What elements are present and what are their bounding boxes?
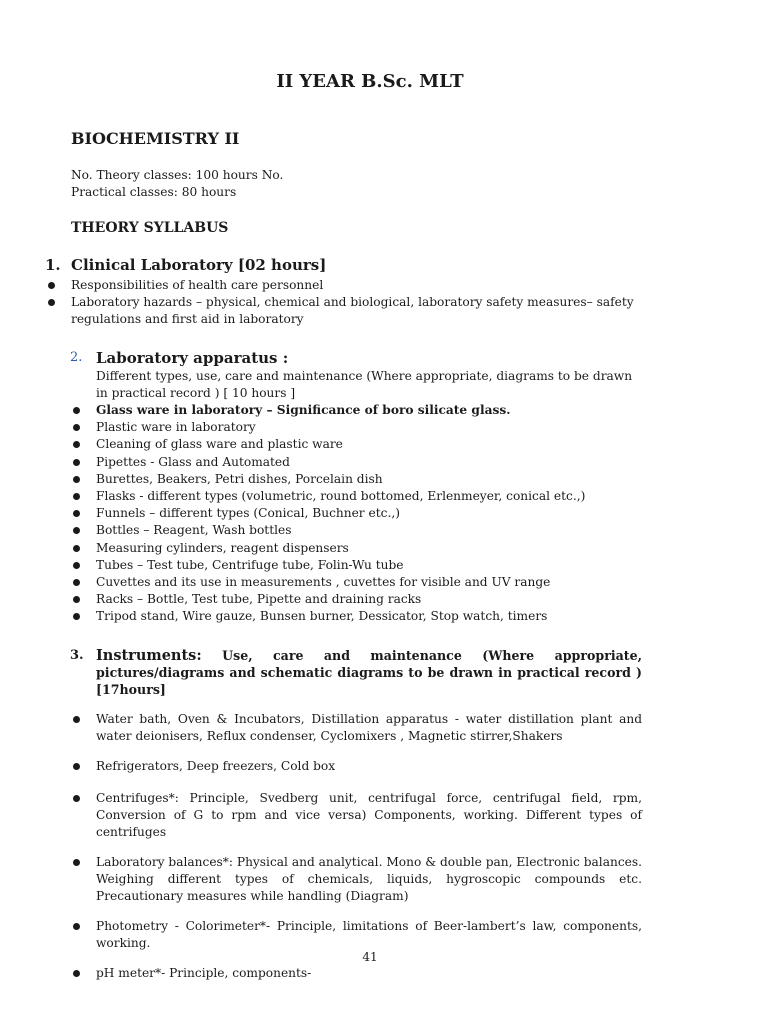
bullet-icon xyxy=(45,294,71,328)
bullet-icon xyxy=(70,918,96,952)
class-hours xyxy=(71,167,631,201)
bullet-icon xyxy=(70,711,96,745)
list-item: Pipettes - Glass and Automated xyxy=(70,454,650,471)
syllabus-heading: THEORY SYLLABUS xyxy=(71,220,229,236)
list-item: Centrifuges*: Principle, Svedberg unit, centrifugal force, centrifugal field, rpm, Conversion of G to rpm and vice versa) Components, working. Different types of centrifuges xyxy=(70,790,642,841)
list-item: pH meter*- Principle, components- xyxy=(70,965,642,982)
list-item: Burettes, Beakers, Petri dishes, Porcelain dish xyxy=(70,471,650,488)
bullet-list xyxy=(45,277,645,328)
list-item: Photometry - Colorimeter*- Principle, limitations of Beer-lambert’s law, components, working. xyxy=(70,918,642,952)
list-item: Water bath, Oven & Incubators, Distillation apparatus - water distillation plant and water deionisers, Reflux condenser, Cyclomixers , Magnetic stirrer,Shakers xyxy=(70,711,642,745)
practical-hours: Practical classes: 80 hours xyxy=(71,185,237,199)
section-number: 1. xyxy=(45,256,61,274)
bullet-list xyxy=(70,402,650,626)
page-title: II YEAR B.Sc. MLT xyxy=(276,71,464,92)
list-item: Measuring cylinders, reagent dispensers xyxy=(70,540,650,557)
section-heading xyxy=(45,255,645,275)
bullet-icon xyxy=(70,488,96,505)
list-item: Racks – Bottle, Test tube, Pipette and draining racks xyxy=(70,591,650,608)
list-item: Funnels – different types (Conical, Buchner etc.,) xyxy=(70,505,650,522)
bullet-icon xyxy=(70,522,96,539)
section-instruments xyxy=(70,647,642,982)
list-item: Bottles – Reagent, Wash bottles xyxy=(70,522,650,539)
list-item: Responsibilities of health care personnel xyxy=(45,277,645,294)
bullet-icon xyxy=(70,557,96,574)
bullet-icon xyxy=(70,591,96,608)
list-item: Refrigerators, Deep freezers, Cold box xyxy=(70,758,642,775)
section-title: Laboratory apparatus : xyxy=(96,349,289,367)
list-item: Cuvettes and its use in measurements , cuvettes for visible and UV range xyxy=(70,574,650,591)
list-item: Tripod stand, Wire gauze, Bunsen burner, Dessicator, Stop watch, timers xyxy=(70,608,650,625)
bullet-icon xyxy=(70,505,96,522)
section-title: Clinical Laboratory [02 hours] xyxy=(71,256,327,274)
section-number: 3. xyxy=(70,648,84,663)
bullet-icon xyxy=(70,454,96,471)
bullet-icon xyxy=(70,540,96,557)
list-item: Cleaning of glass ware and plastic ware xyxy=(70,436,650,453)
bullet-icon xyxy=(70,758,96,775)
bullet-icon xyxy=(70,854,96,905)
list-item: Glass ware in laboratory – Significance of boro silicate glass. xyxy=(70,402,650,419)
section-laboratory-apparatus xyxy=(70,348,650,626)
bullet-icon xyxy=(70,419,96,436)
list-item: Laboratory hazards – physical, chemical and biological, laboratory safety measures– safety regulations and first aid in laboratory xyxy=(45,294,645,328)
list-item: Flasks - different types (volumetric, round bottomed, Erlenmeyer, conical etc.,) xyxy=(70,488,650,505)
bullet-icon xyxy=(70,471,96,488)
bullet-icon xyxy=(70,436,96,453)
theory-hours: No. Theory classes: 100 hours No. xyxy=(71,168,284,182)
bullet-icon xyxy=(70,402,96,419)
subject-heading: BIOCHEMISTRY II xyxy=(71,129,240,148)
section-heading xyxy=(70,348,650,368)
section-title: Instruments: Use, care and maintenance (Where appropriate, pictures/diagrams and schematic diagrams to be drawn in practical record ) [17hours] xyxy=(96,647,642,697)
section-intro: Different types, use, care and maintenance (Where appropriate, diagrams to be drawn in practical record ) [ 10 hours ] xyxy=(96,369,633,400)
section-heading xyxy=(70,647,642,698)
list-item: Tubes – Test tube, Centrifuge tube, Folin-Wu tube xyxy=(70,557,650,574)
bullet-icon xyxy=(70,790,96,841)
page-number: 41 xyxy=(362,950,378,964)
list-item: Plastic ware in laboratory xyxy=(70,419,650,436)
bullet-icon xyxy=(70,574,96,591)
bullet-list xyxy=(70,711,642,982)
bullet-icon xyxy=(70,608,96,625)
bullet-icon xyxy=(45,277,71,294)
list-item: Laboratory balances*: Physical and analytical. Mono & double pan, Electronic balances. Weighing different types of chemicals, liquids, hygroscopic compounds etc. Precautionary measures while handling (Diagram) xyxy=(70,854,642,905)
section-number: 2. xyxy=(70,350,83,365)
section-clinical-laboratory xyxy=(45,255,645,328)
bullet-icon xyxy=(70,965,96,982)
